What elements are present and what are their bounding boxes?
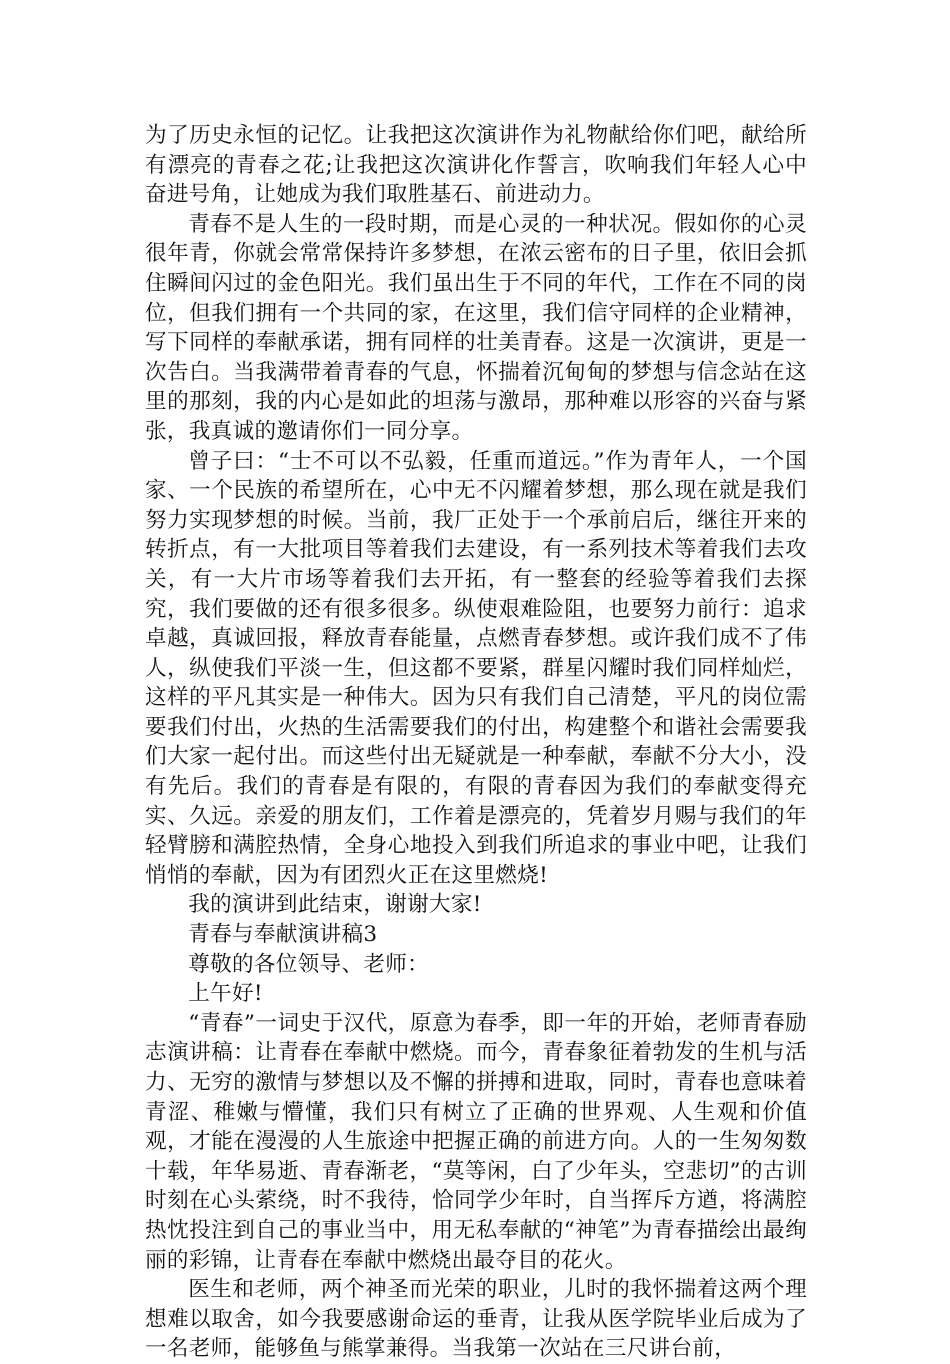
greeting: 上午好! xyxy=(188,981,263,1007)
salutation: 尊敬的各位领导、老师： xyxy=(188,951,430,977)
section-title: 青春与奉献演讲稿3 xyxy=(188,922,378,948)
body-text xyxy=(145,121,807,1364)
paragraph-doctor-teacher: 医生和老师，两个神圣而光荣的职业，儿时的我怀揣着这两个理想难以取舍，如今我要感谢命运的垂青，让我从医学院毕业后成为了一名老师，能够鱼与熊掌兼得。当我第一次站在三尺讲台前， xyxy=(145,1277,807,1362)
paragraph-youth-state: 青春不是人生的一段时期，而是心灵的一种状况。假如你的心灵很年青，你就会常常保持许多梦想，在浓云密布的日子里，依旧会抓住瞬间闪过的金色阳光。我们虽出生于不同的年代，工作在不同的岗位，但我们拥有一个共同的家，在这里，我们信守同样的企业精神，写下同样的奉献承诺，拥有同样的壮美青春。这是一次演讲，更是一次告白。当我满带着青春的气息，怀揣着沉甸甸的梦想与信念站在这里的那刻，我的内心是如此的坦荡与激昂，那种难以形容的兴奋与紧张，我真诚的邀请你们一同分享。 xyxy=(145,211,807,444)
paragraph-continuation: 为了历史永恒的记忆。让我把这次演讲作为礼物献给你们吧，献给所有漂亮的青春之花;让我把这次演讲化作誓言，吹响我们年轻人心中奋进号角，让她成为我们取胜基石、前进动力。 xyxy=(145,123,807,208)
paragraph-youth-meaning: “青春”一词史于汉代，原意为春季，即一年的开始，老师青春励志演讲稿：让青春在奉献中燃烧。而今，青春象征着勃发的生机与活力、无穷的激情与梦想以及不懈的拼搏和进取，同时，青春也意味着青涩、稚嫩与懵懂，我们只有树立了正确的世界观、人生观和价值观，才能在漫漫的人生旅途中把握正确的前进方向。人的一生匆匆数十载，年华易逝、青春渐老，“莫等闲，白了少年头，空悲切”的古训时刻在心头萦绕，时不我待，恰同学少年时，自当挥斥方遒，将满腔热忱投注到自己的事业当中，用无私奉献的“神笔”为青春描绘出最绚丽的彩锦，让青春在奉献中燃烧出最夺目的花火。 xyxy=(145,1010,807,1273)
closing-line: 我的演讲到此结束，谢谢大家! xyxy=(188,892,482,918)
paragraph-zengzi: 曾子曰：“士不可以不弘毅，任重而道远。”作为青年人，一个国家、一个民族的希望所在，心中无不闪耀着梦想，那么现在就是我们努力实现梦想的时候。当前，我厂正处于一个承前启后，继往开来的转折点，有一大批项目等着我们去建设，有一系列技术等着我们去攻关，有一大片市场等着我们去开拓，有一整套的经验等着我们去探究，我们要做的还有很多很多。纵使艰难险阻，也要努力前行：追求卓越，真诚回报，释放青春能量，点燃青春梦想。或许我们成不了伟人，纵使我们平淡一生，但这都不要紧，群星闪耀时我们同样灿烂，这样的平凡其实是一种伟大。因为只有我们自己清楚，平凡的岗位需要我们付出，火热的生活需要我们的付出，构建整个和谐社会需要我们大家一起付出。而这些付出无疑就是一种奉献，奉献不分大小，没有先后。我们的青春是有限的，有限的青春因为我们的奉献变得充实、久远。亲爱的朋友们，工作着是漂亮的，凭着岁月赐与我们的年轻臂膀和满腔热情，全身心地投入到我们所追求的事业中吧，让我们悄悄的奉献，因为有团烈火正在这里燃烧! xyxy=(145,448,807,888)
